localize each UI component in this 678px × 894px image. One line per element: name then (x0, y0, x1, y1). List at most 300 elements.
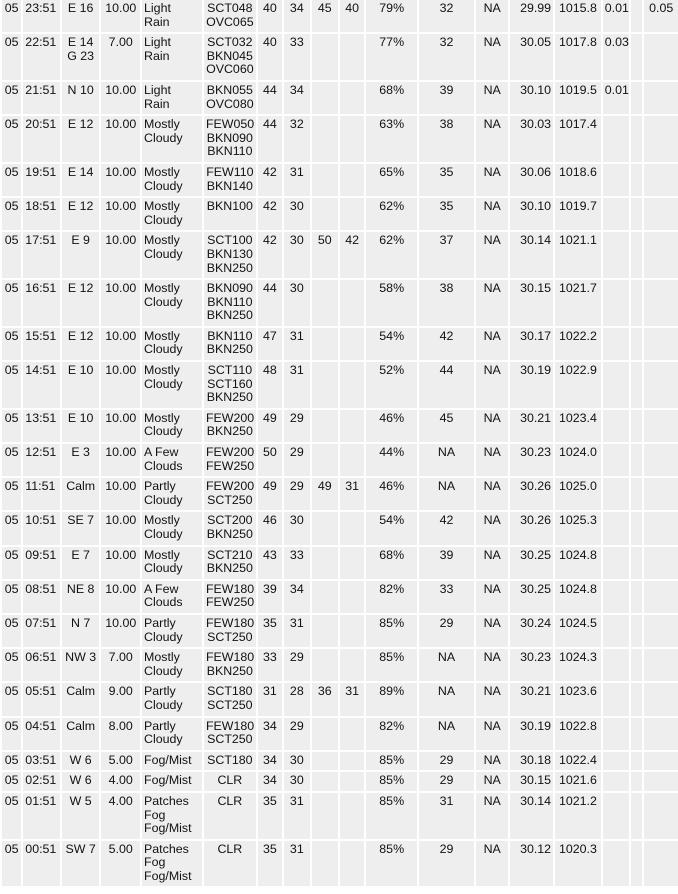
min-6hr-temp-cell (340, 410, 364, 442)
relative-humidity-cell: 54% (366, 328, 417, 360)
altimeter-pressure-cell: 30.25 (510, 581, 553, 613)
weather-cell: Partly Cloudy (142, 478, 202, 510)
min-6hr-temp-cell: 40 (340, 0, 364, 32)
air-temp-cell: 31 (258, 683, 282, 715)
table-row (2, 547, 678, 579)
wind-cell: NW 3 (62, 649, 100, 681)
precip-1hr-cell (603, 198, 629, 230)
weather-cell: Partly Cloudy (142, 615, 202, 647)
weather-cell: Light Rain (142, 0, 202, 32)
sky-conditions-cell: FEW050 BKN090 BKN110 (204, 116, 256, 162)
heat-index-cell: NA (476, 198, 509, 230)
relative-humidity-cell: 89% (366, 683, 417, 715)
precip-6hr-cell (644, 34, 678, 80)
precip-3hr-cell (631, 615, 642, 647)
date-cell: 05 (2, 841, 21, 887)
precip-6hr-cell (644, 841, 678, 887)
relative-humidity-cell: 46% (366, 478, 417, 510)
sea-level-pressure-cell: 1017.8 (555, 34, 601, 80)
precip-6hr-cell (644, 164, 678, 196)
dew-point-cell: 30 (284, 280, 309, 326)
altimeter-pressure-cell: 30.19 (510, 362, 553, 408)
min-6hr-temp-cell (340, 444, 364, 476)
date-cell: 05 (2, 581, 21, 613)
sky-conditions-cell: FEW180 FEW250 (204, 581, 256, 613)
heat-index-cell: NA (476, 683, 509, 715)
min-6hr-temp-cell (340, 615, 364, 647)
air-temp-cell: 40 (258, 34, 282, 80)
air-temp-cell: 50 (258, 444, 282, 476)
min-6hr-temp-cell: 42 (340, 232, 364, 278)
wind-chill-cell: 32 (419, 34, 474, 80)
sky-conditions-cell: FEW110 BKN140 (204, 164, 256, 196)
table-row (2, 82, 678, 114)
wind-chill-cell: 29 (419, 752, 474, 771)
precip-1hr-cell (603, 512, 629, 544)
dew-point-cell: 29 (284, 649, 309, 681)
relative-humidity-cell: 85% (366, 649, 417, 681)
date-cell: 05 (2, 649, 21, 681)
dew-point-cell: 30 (284, 512, 309, 544)
min-6hr-temp-cell (340, 164, 364, 196)
max-6hr-temp-cell (312, 841, 338, 887)
weather-cell: Partly Cloudy (142, 718, 202, 750)
altimeter-pressure-cell: 30.17 (510, 328, 553, 360)
altimeter-pressure-cell: 30.12 (510, 841, 553, 887)
min-6hr-temp-cell (340, 198, 364, 230)
table-row (2, 164, 678, 196)
date-cell: 05 (2, 718, 21, 750)
precip-6hr-cell (644, 362, 678, 408)
sea-level-pressure-cell: 1015.8 (555, 0, 601, 32)
relative-humidity-cell: 62% (366, 232, 417, 278)
precip-1hr-cell (603, 793, 629, 839)
sky-conditions-cell: BKN110 BKN250 (204, 328, 256, 360)
sky-conditions-cell: FEW200 BKN250 (204, 410, 256, 442)
sea-level-pressure-cell: 1024.8 (555, 547, 601, 579)
sea-level-pressure-cell: 1025.3 (555, 512, 601, 544)
wind-cell: E 14 (62, 164, 100, 196)
precip-6hr-cell (644, 649, 678, 681)
visibility-cell: 5.00 (101, 752, 140, 771)
time-cell: 18:51 (23, 198, 60, 230)
weather-cell: Mostly Cloudy (142, 649, 202, 681)
max-6hr-temp-cell (312, 649, 338, 681)
dew-point-cell: 31 (284, 615, 309, 647)
precip-1hr-cell (603, 478, 629, 510)
weather-cell: Light Rain (142, 82, 202, 114)
precip-3hr-cell (631, 772, 642, 791)
time-cell: 16:51 (23, 280, 60, 326)
air-temp-cell: 33 (258, 649, 282, 681)
weather-cell: Mostly Cloudy (142, 164, 202, 196)
wind-cell: W 6 (62, 752, 100, 771)
heat-index-cell: NA (476, 116, 509, 162)
dew-point-cell: 31 (284, 362, 309, 408)
precip-1hr-cell (603, 547, 629, 579)
table-row (2, 328, 678, 360)
altimeter-pressure-cell: 30.05 (510, 34, 553, 80)
precip-3hr-cell (631, 362, 642, 408)
wind-chill-cell: 39 (419, 547, 474, 579)
wind-cell: Calm (62, 718, 100, 750)
date-cell: 05 (2, 772, 21, 791)
air-temp-cell: 47 (258, 328, 282, 360)
air-temp-cell: 42 (258, 232, 282, 278)
precip-6hr-cell (644, 478, 678, 510)
sky-conditions-cell: SCT180 SCT250 (204, 683, 256, 715)
sea-level-pressure-cell: 1023.4 (555, 410, 601, 442)
wind-cell: Calm (62, 683, 100, 715)
precip-6hr-cell (644, 198, 678, 230)
date-cell: 05 (2, 328, 21, 360)
time-cell: 10:51 (23, 512, 60, 544)
weather-cell: Partly Cloudy (142, 683, 202, 715)
heat-index-cell: NA (476, 718, 509, 750)
dew-point-cell: 30 (284, 198, 309, 230)
time-cell: 09:51 (23, 547, 60, 579)
visibility-cell: 10.00 (101, 410, 140, 442)
altimeter-pressure-cell: 30.26 (510, 478, 553, 510)
table-row (2, 280, 678, 326)
wind-cell: Calm (62, 478, 100, 510)
air-temp-cell: 35 (258, 615, 282, 647)
precip-6hr-cell (644, 581, 678, 613)
table-row (2, 444, 678, 476)
air-temp-cell: 35 (258, 793, 282, 839)
air-temp-cell: 39 (258, 581, 282, 613)
wind-cell: E 12 (62, 116, 100, 162)
time-cell: 22:51 (23, 34, 60, 80)
dew-point-cell: 29 (284, 478, 309, 510)
date-cell: 05 (2, 34, 21, 80)
max-6hr-temp-cell (312, 512, 338, 544)
time-cell: 15:51 (23, 328, 60, 360)
relative-humidity-cell: 79% (366, 0, 417, 32)
visibility-cell: 10.00 (101, 82, 140, 114)
dew-point-cell: 29 (284, 410, 309, 442)
sea-level-pressure-cell: 1024.8 (555, 581, 601, 613)
air-temp-cell: 44 (258, 116, 282, 162)
wind-chill-cell: 35 (419, 164, 474, 196)
wind-cell: E 12 (62, 328, 100, 360)
relative-humidity-cell: 82% (366, 581, 417, 613)
precip-1hr-cell (603, 362, 629, 408)
heat-index-cell: NA (476, 752, 509, 771)
min-6hr-temp-cell (340, 841, 364, 887)
max-6hr-temp-cell: 45 (312, 0, 338, 32)
heat-index-cell: NA (476, 649, 509, 681)
precip-1hr-cell (603, 410, 629, 442)
table-row (2, 362, 678, 408)
weather-cell: A Few Clouds (142, 581, 202, 613)
heat-index-cell: NA (476, 772, 509, 791)
altimeter-pressure-cell: 30.21 (510, 683, 553, 715)
wind-chill-cell: 35 (419, 198, 474, 230)
wind-cell: E 12 (62, 198, 100, 230)
wind-chill-cell: 31 (419, 793, 474, 839)
precip-6hr-cell (644, 793, 678, 839)
precip-3hr-cell (631, 547, 642, 579)
weather-cell: Mostly Cloudy (142, 362, 202, 408)
table-row (2, 34, 678, 80)
altimeter-pressure-cell: 30.10 (510, 198, 553, 230)
relative-humidity-cell: 58% (366, 280, 417, 326)
precip-3hr-cell (631, 581, 642, 613)
relative-humidity-cell: 77% (366, 34, 417, 80)
table-row (2, 772, 678, 791)
wind-cell: E 14 G 23 (62, 34, 100, 80)
precip-1hr-cell (603, 280, 629, 326)
altimeter-pressure-cell: 30.03 (510, 116, 553, 162)
relative-humidity-cell: 85% (366, 772, 417, 791)
altimeter-pressure-cell: 30.19 (510, 718, 553, 750)
time-cell: 00:51 (23, 841, 60, 887)
precip-3hr-cell (631, 683, 642, 715)
max-6hr-temp-cell (312, 198, 338, 230)
max-6hr-temp-cell (312, 410, 338, 442)
max-6hr-temp-cell: 49 (312, 478, 338, 510)
sky-conditions-cell: SCT210 BKN250 (204, 547, 256, 579)
min-6hr-temp-cell (340, 649, 364, 681)
wind-chill-cell: NA (419, 683, 474, 715)
air-temp-cell: 40 (258, 0, 282, 32)
altimeter-pressure-cell: 30.06 (510, 164, 553, 196)
sky-conditions-cell: FEW200 SCT250 (204, 478, 256, 510)
precip-1hr-cell (603, 116, 629, 162)
min-6hr-temp-cell (340, 793, 364, 839)
weather-cell: Fog/Mist (142, 752, 202, 771)
time-cell: 05:51 (23, 683, 60, 715)
weather-cell: Mostly Cloudy (142, 512, 202, 544)
time-cell: 20:51 (23, 116, 60, 162)
weather-cell: Mostly Cloudy (142, 116, 202, 162)
time-cell: 14:51 (23, 362, 60, 408)
table-row (2, 649, 678, 681)
wind-chill-cell: 37 (419, 232, 474, 278)
sea-level-pressure-cell: 1022.9 (555, 362, 601, 408)
sky-conditions-cell: SCT048 OVC065 (204, 0, 256, 32)
relative-humidity-cell: 68% (366, 547, 417, 579)
altimeter-pressure-cell: 30.18 (510, 752, 553, 771)
precip-6hr-cell (644, 752, 678, 771)
weather-cell: Mostly Cloudy (142, 280, 202, 326)
sky-conditions-cell: FEW180 BKN250 (204, 649, 256, 681)
precip-6hr-cell (644, 116, 678, 162)
heat-index-cell: NA (476, 793, 509, 839)
precip-1hr-cell (603, 164, 629, 196)
dew-point-cell: 34 (284, 82, 309, 114)
date-cell: 05 (2, 232, 21, 278)
sea-level-pressure-cell: 1022.2 (555, 328, 601, 360)
precip-6hr-cell (644, 82, 678, 114)
sky-conditions-cell: BKN055 OVC080 (204, 82, 256, 114)
date-cell: 05 (2, 362, 21, 408)
heat-index-cell: NA (476, 362, 509, 408)
precip-3hr-cell (631, 478, 642, 510)
heat-index-cell: NA (476, 841, 509, 887)
time-cell: 01:51 (23, 793, 60, 839)
wind-chill-cell: 44 (419, 362, 474, 408)
precip-3hr-cell (631, 444, 642, 476)
time-cell: 11:51 (23, 478, 60, 510)
precip-3hr-cell (631, 328, 642, 360)
wind-chill-cell: NA (419, 649, 474, 681)
visibility-cell: 4.00 (101, 772, 140, 791)
date-cell: 05 (2, 116, 21, 162)
max-6hr-temp-cell (312, 752, 338, 771)
visibility-cell: 10.00 (101, 0, 140, 32)
min-6hr-temp-cell: 31 (340, 478, 364, 510)
relative-humidity-cell: 82% (366, 718, 417, 750)
air-temp-cell: 42 (258, 198, 282, 230)
air-temp-cell: 44 (258, 82, 282, 114)
precip-6hr-cell (644, 615, 678, 647)
sky-conditions-cell: FEW180 SCT250 (204, 615, 256, 647)
max-6hr-temp-cell (312, 34, 338, 80)
visibility-cell: 7.00 (101, 649, 140, 681)
altimeter-pressure-cell: 30.21 (510, 410, 553, 442)
table-row (2, 116, 678, 162)
sky-conditions-cell: CLR (204, 772, 256, 791)
heat-index-cell: NA (476, 478, 509, 510)
table-row (2, 198, 678, 230)
air-temp-cell: 34 (258, 772, 282, 791)
relative-humidity-cell: 68% (366, 82, 417, 114)
precip-6hr-cell (644, 718, 678, 750)
wind-cell: SE 7 (62, 512, 100, 544)
dew-point-cell: 30 (284, 232, 309, 278)
time-cell: 17:51 (23, 232, 60, 278)
dew-point-cell: 31 (284, 841, 309, 887)
visibility-cell: 10.00 (101, 581, 140, 613)
wind-cell: SW 7 (62, 841, 100, 887)
heat-index-cell: NA (476, 34, 509, 80)
sea-level-pressure-cell: 1019.7 (555, 198, 601, 230)
heat-index-cell: NA (476, 232, 509, 278)
air-temp-cell: 43 (258, 547, 282, 579)
max-6hr-temp-cell (312, 718, 338, 750)
min-6hr-temp-cell: 31 (340, 683, 364, 715)
sea-level-pressure-cell: 1021.7 (555, 280, 601, 326)
weather-cell: Mostly Cloudy (142, 198, 202, 230)
sky-conditions-cell: SCT032 BKN045 OVC060 (204, 34, 256, 80)
precip-6hr-cell (644, 772, 678, 791)
precip-6hr-cell (644, 328, 678, 360)
dew-point-cell: 33 (284, 547, 309, 579)
precip-6hr-cell (644, 683, 678, 715)
visibility-cell: 10.00 (101, 280, 140, 326)
heat-index-cell: NA (476, 280, 509, 326)
wind-cell: W 6 (62, 772, 100, 791)
air-temp-cell: 49 (258, 410, 282, 442)
sea-level-pressure-cell: 1017.4 (555, 116, 601, 162)
max-6hr-temp-cell (312, 547, 338, 579)
precip-1hr-cell (603, 718, 629, 750)
visibility-cell: 10.00 (101, 116, 140, 162)
sea-level-pressure-cell: 1022.8 (555, 718, 601, 750)
wind-chill-cell: 29 (419, 841, 474, 887)
relative-humidity-cell: 63% (366, 116, 417, 162)
heat-index-cell: NA (476, 444, 509, 476)
wind-cell: E 10 (62, 410, 100, 442)
air-temp-cell: 48 (258, 362, 282, 408)
min-6hr-temp-cell (340, 752, 364, 771)
wind-chill-cell: NA (419, 718, 474, 750)
precip-3hr-cell (631, 793, 642, 839)
date-cell: 05 (2, 512, 21, 544)
altimeter-pressure-cell: 29.99 (510, 0, 553, 32)
precip-1hr-cell (603, 752, 629, 771)
max-6hr-temp-cell: 50 (312, 232, 338, 278)
wind-cell: E 9 (62, 232, 100, 278)
time-cell: 04:51 (23, 718, 60, 750)
air-temp-cell: 44 (258, 280, 282, 326)
precip-6hr-cell (644, 444, 678, 476)
date-cell: 05 (2, 410, 21, 442)
precip-1hr-cell (603, 841, 629, 887)
precip-3hr-cell (631, 410, 642, 442)
sea-level-pressure-cell: 1021.2 (555, 793, 601, 839)
sea-level-pressure-cell: 1021.1 (555, 232, 601, 278)
wind-cell: E 3 (62, 444, 100, 476)
wind-cell: E 7 (62, 547, 100, 579)
relative-humidity-cell: 85% (366, 615, 417, 647)
visibility-cell: 10.00 (101, 547, 140, 579)
sky-conditions-cell: SCT100 BKN130 BKN250 (204, 232, 256, 278)
air-temp-cell: 49 (258, 478, 282, 510)
max-6hr-temp-cell (312, 280, 338, 326)
min-6hr-temp-cell (340, 718, 364, 750)
precip-3hr-cell (631, 280, 642, 326)
max-6hr-temp-cell (312, 581, 338, 613)
dew-point-cell: 31 (284, 164, 309, 196)
visibility-cell: 5.00 (101, 841, 140, 887)
time-cell: 13:51 (23, 410, 60, 442)
precip-1hr-cell (603, 232, 629, 278)
min-6hr-temp-cell (340, 547, 364, 579)
heat-index-cell: NA (476, 328, 509, 360)
weather-cell: Mostly Cloudy (142, 328, 202, 360)
air-temp-cell: 34 (258, 718, 282, 750)
table-row (2, 0, 678, 32)
air-temp-cell: 46 (258, 512, 282, 544)
precip-6hr-cell (644, 280, 678, 326)
precip-3hr-cell (631, 116, 642, 162)
air-temp-cell: 42 (258, 164, 282, 196)
sky-conditions-cell: SCT200 BKN250 (204, 512, 256, 544)
visibility-cell: 10.00 (101, 444, 140, 476)
wind-chill-cell: 42 (419, 512, 474, 544)
sea-level-pressure-cell: 1021.6 (555, 772, 601, 791)
precip-1hr-cell (603, 581, 629, 613)
precip-1hr-cell: 0.01 (603, 82, 629, 114)
sea-level-pressure-cell: 1024.0 (555, 444, 601, 476)
precip-1hr-cell: 0.01 (603, 0, 629, 32)
wind-chill-cell: 38 (419, 280, 474, 326)
precip-6hr-cell (644, 547, 678, 579)
heat-index-cell: NA (476, 82, 509, 114)
wind-chill-cell: 42 (419, 328, 474, 360)
heat-index-cell: NA (476, 410, 509, 442)
relative-humidity-cell: 46% (366, 410, 417, 442)
dew-point-cell: 30 (284, 772, 309, 791)
visibility-cell: 10.00 (101, 362, 140, 408)
wind-cell: N 7 (62, 615, 100, 647)
sky-conditions-cell: CLR (204, 793, 256, 839)
weather-cell: Mostly Cloudy (142, 232, 202, 278)
heat-index-cell: NA (476, 615, 509, 647)
